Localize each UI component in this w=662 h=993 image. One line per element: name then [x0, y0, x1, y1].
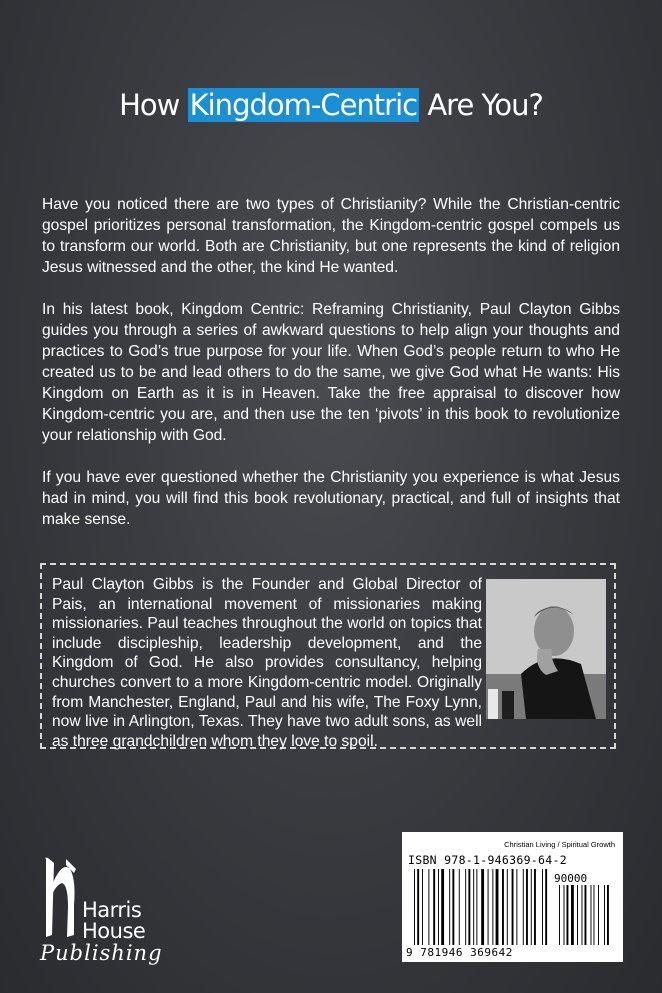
barcode-bar — [414, 869, 415, 945]
barcode-bar — [438, 869, 439, 945]
title-prefix: How — [119, 88, 188, 122]
barcode-bar — [433, 869, 435, 945]
barcode-price-code: 90000 — [554, 872, 588, 885]
barcode-bar — [452, 869, 454, 945]
barcode-bar — [512, 869, 514, 945]
publisher-name-line3: Publishing — [40, 941, 163, 965]
house-h-icon — [40, 855, 80, 941]
publisher-logo — [40, 855, 180, 965]
book-title — [0, 88, 662, 122]
barcode-bar — [488, 869, 489, 945]
barcode-addon-bar — [564, 885, 565, 945]
barcode-bar — [496, 869, 499, 945]
barcode-addon-bar — [571, 885, 574, 945]
barcode-bar — [492, 869, 493, 945]
barcode-addon-bar — [604, 885, 605, 945]
publisher-name-line2: House — [82, 919, 146, 943]
barcode-bar — [502, 869, 504, 945]
barcode-addon-bar — [591, 885, 592, 945]
barcode-bar — [449, 869, 450, 945]
author-portrait-icon — [486, 579, 606, 719]
barcode-bar — [507, 869, 508, 945]
barcode-bar — [459, 869, 460, 945]
description-paragraph: Have you noticed there are two types of Christianity? While the Christian-centric gospel prioritizes personal transformation, the Kingdom-centric gospel compels us to transform our world. Both are Christianity, but one represents the kind of religion Jesus witnessed and the other, the kind He wanted. — [42, 196, 620, 276]
book-description — [42, 194, 620, 551]
author-bio-box — [40, 563, 616, 749]
barcode-addon-bar — [567, 885, 569, 945]
title-suffix: Are You? — [419, 88, 543, 122]
barcode-bar — [473, 869, 474, 945]
barcode-bar — [526, 869, 528, 945]
barcode-bar — [476, 869, 477, 945]
barcode-bar — [441, 869, 444, 945]
barcode-addon-bar — [594, 885, 595, 945]
barcode-bar — [422, 869, 423, 945]
barcode-addon-bar — [598, 885, 599, 945]
barcode-bar — [534, 869, 536, 945]
barcode-panel — [402, 832, 623, 962]
title-highlight: Kingdom-Centric — [189, 88, 418, 122]
author-bio-text: Paul Clayton Gibbs is the Founder and Global Director of Pais, an international movement of missionaries making missionaries. Paul teaches throughout the world on topics that include discipleship, leadership development, and the Kingdom of God. He also provides consultancy, helping churches convert to a more Kingdom-centric model. Originally from Manchester, England, Paul and his wife, The Foxy Lynn, now live in Arlington, Texas. They have two adult sons, as well as three grandchildren whom they love to spoil. — [52, 576, 482, 750]
barcode-digits: 9 781946 369642 — [406, 946, 513, 959]
barcode-bar — [516, 869, 517, 945]
barcode-bar — [545, 869, 547, 945]
publisher-name-line1: Harris — [82, 898, 142, 922]
barcode-bar — [468, 869, 470, 945]
barcode-bar — [417, 869, 419, 945]
barcode-bar — [523, 869, 524, 945]
description-paragraph: If you have ever questioned whether the Christianity you experience is what Jesus had in mind, you will find this book revolutionary, practical, and full of insights that make sense. — [42, 469, 620, 528]
isbn-label: ISBN 978-1-946369-64-2 — [408, 853, 567, 867]
barcode-addon-bar — [582, 885, 583, 945]
barcode-addon-bar — [577, 885, 578, 945]
book-category: Christian Living / Spiritual Growth — [504, 840, 615, 849]
barcode-addon-bar — [607, 885, 609, 945]
barcode-bar — [428, 869, 429, 945]
barcode-addon-bar — [559, 885, 560, 945]
description-paragraph: In his latest book, Kingdom Centric: Reframing Christianity, Paul Clayton Gibbs guides you through a series of awkward questions to help align your thoughts and practices to God’s true purpose for your life. When God’s people return to who He created us to be and lead others to do the same, we give God what He wants: His Kingdom on Earth as it is in Heaven. Take the free appraisal to discover how Kingdom-centric you are, and then use the ten ‘pivots’ in this book to revolutionize your relationship with God. — [42, 301, 620, 444]
barcode-bar — [465, 869, 466, 945]
barcode-bar — [531, 869, 532, 945]
author-photo — [486, 579, 606, 719]
barcode-bar — [542, 869, 543, 945]
barcode-bar — [481, 869, 484, 945]
barcode-addon-bar — [585, 885, 587, 945]
